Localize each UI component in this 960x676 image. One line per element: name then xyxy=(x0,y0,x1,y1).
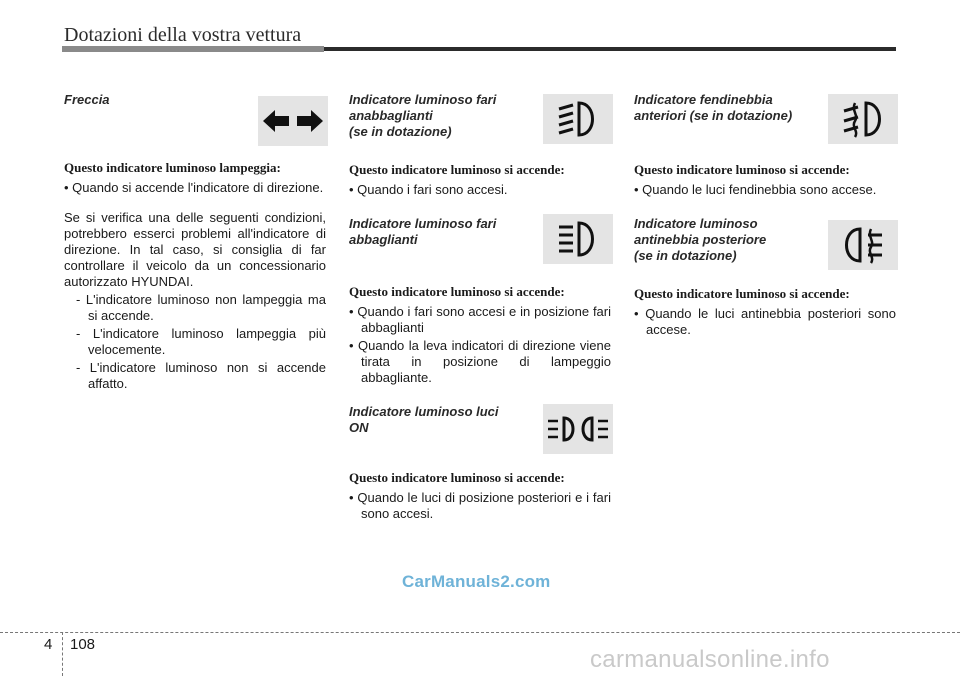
section-heading: Indicatore luminoso fari abbaglianti xyxy=(349,216,497,247)
front-fog-light-icon xyxy=(828,94,898,144)
section-freccia xyxy=(64,92,326,160)
high-beam-icon xyxy=(543,214,613,264)
section-heading: Indicatore fendinebbia anteriori (se in dotazione) xyxy=(634,92,793,123)
section-lead: Questo indicatore luminoso si accende: xyxy=(349,470,565,485)
list-item: - L'indicatore luminoso non si accende affatto. xyxy=(76,360,326,391)
list-item: • Quando le luci di posizione posteriori e i fari sono accesi. xyxy=(349,490,611,521)
section-heading: Indicatore luminoso luci ON xyxy=(349,404,499,435)
paragraph: Se si verifica una delle seguenti condizioni, potrebbero esserci problemi all'indicatore di direzione. In tal caso, si consiglia di far controllare il veicolo da un concessionario autorizzato HYUNDAI. xyxy=(64,210,326,289)
list-item: - L'indicatore luminoso lampeggia più velocemente. xyxy=(76,326,326,357)
section-lead: Questo indicatore luminoso si accende: xyxy=(349,284,565,299)
header-rule-accent xyxy=(62,46,324,52)
section-fendinebbia xyxy=(634,92,896,162)
footer-divider xyxy=(62,632,63,676)
section-abbaglianti xyxy=(349,216,611,284)
rear-fog-light-icon xyxy=(828,220,898,270)
turn-signal-arrows-icon xyxy=(258,96,328,146)
column-3 xyxy=(634,92,896,340)
section-antinebbia xyxy=(634,216,896,286)
page-header-title: Dotazioni della vostra vettura xyxy=(64,24,302,46)
list-item: • Quando le luci fendinebbia sono accese. xyxy=(634,182,877,197)
section-lead: Questo indicatore luminoso si accende: xyxy=(349,162,565,177)
page-number: 108 xyxy=(70,636,96,653)
section-anabbaglianti xyxy=(349,92,611,162)
section-heading: Indicatore luminoso antinebbia posteriore (se in dotazione) xyxy=(634,216,767,263)
list-item: • Quando le luci antinebbia posteriori sono accese. xyxy=(634,306,896,337)
section-luci-on xyxy=(349,404,611,470)
footer-rule xyxy=(0,632,960,633)
section-heading: Freccia xyxy=(64,92,110,107)
column-2 xyxy=(349,92,611,524)
list-item: • Quando la leva indicatori di direzione viene tirata in posizione di lampeggio abbagliante. xyxy=(349,338,611,385)
section-lead: Questo indicatore luminoso si accende: xyxy=(634,162,850,177)
list-item: • Quando i fari sono accesi. xyxy=(349,182,508,197)
column-1 xyxy=(64,92,326,394)
list-item: • Quando i fari sono accesi e in posizione fari abbaglianti xyxy=(349,304,611,335)
position-lights-icon xyxy=(543,404,613,454)
section-heading: Indicatore luminoso fari anabbaglianti (se in dotazione) xyxy=(349,92,497,139)
chapter-number: 4 xyxy=(44,636,53,653)
watermark-text: CarManuals2.com xyxy=(402,572,551,591)
list-item: - L'indicatore luminoso non lampeggia ma si accende. xyxy=(76,292,326,323)
section-lead: Questo indicatore luminoso si accende: xyxy=(634,286,850,301)
low-beam-icon xyxy=(543,94,613,144)
site-watermark: carmanualsonline.info xyxy=(590,646,830,673)
list-item: • Quando si accende l'indicatore di direzione. xyxy=(64,180,324,195)
section-lead: Questo indicatore luminoso lampeggia: xyxy=(64,160,281,175)
